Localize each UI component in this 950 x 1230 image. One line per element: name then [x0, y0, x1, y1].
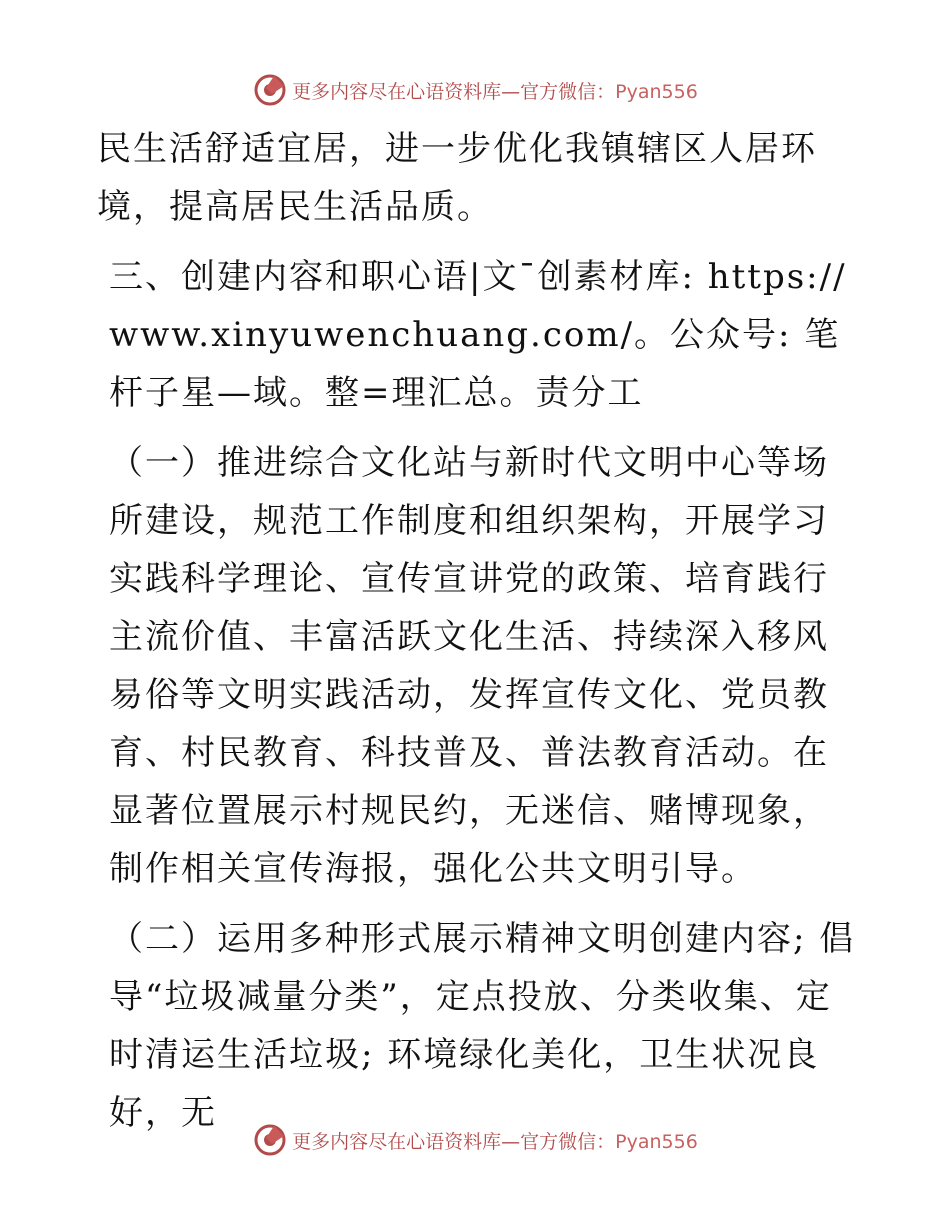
header-banner-text: 更多内容尽在心语资料库—官方微信：	[292, 80, 616, 103]
footer-banner-text: 更多内容尽在心语资料库—官方微信：	[292, 1130, 616, 1153]
footer-wechat-id: Pyan556	[615, 1130, 698, 1153]
paragraph-item-2: （二）运用多种形式展示精神文明创建内容; 倡导“垃圾减量分类”，定点投放、分类收集、定时清运生活垃圾; 环境绿化美化，卫生状况良好，无	[109, 919, 856, 1133]
paragraph-item-1: （一）推进综合文化站与新时代文明中心等场所建设，规范工作制度和组织架构，开展学习实践科学理论、宣传宣讲党的政策、培育践行主流价值、丰富活跃文化生活、持续深入移风易俗等文明实践活动，发挥宣传文化、党员教育、村民教育、科技普及、普法教育活动。在显著位置展示村规民约，无迷信、赌博现象，制作相关宣传海报，强化公共文明引导。	[109, 443, 829, 889]
pen-logo-icon	[252, 1122, 288, 1158]
pen-logo-icon	[252, 72, 288, 108]
document-body	[97, 120, 857, 1142]
footer-banner	[0, 1120, 950, 1160]
section-heading: 三、创建内容和职心语|文¯创素材库: https://www.xinyuwenchuang.com/。公众号: 笔杆子星—域。整=理汇总。责分工	[109, 257, 847, 413]
paragraph-1: 民生活舒适宜居，进一步优化我镇辖区人居环境，提高居民生活品质。	[97, 129, 817, 227]
header-banner	[0, 70, 950, 110]
header-wechat-id: Pyan556	[615, 80, 698, 103]
